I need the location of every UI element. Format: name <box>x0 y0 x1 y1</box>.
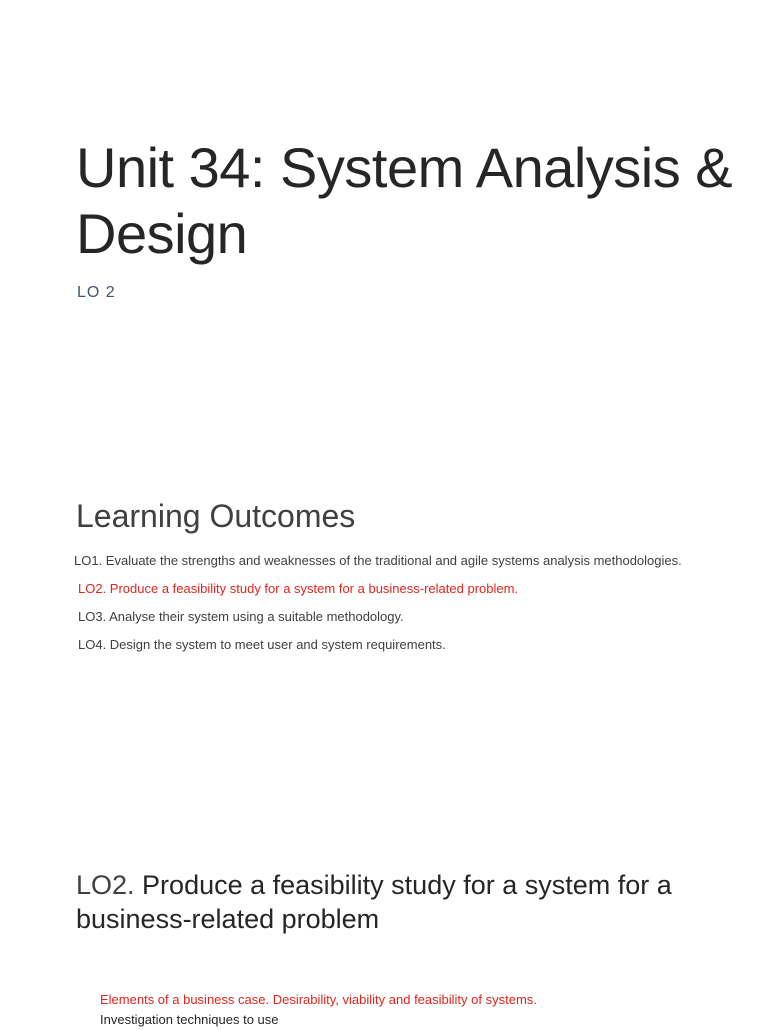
lo2-heading-prefix: LO2. <box>76 870 143 900</box>
learning-outcome-item: LO4. Design the system to meet user and system requirements. <box>78 637 446 652</box>
learning-outcome-item: LO3. Analyse their system using a suitable methodology. <box>78 609 404 624</box>
slide-title: Unit 34: System Analysis & Design <box>76 136 733 265</box>
learning-outcomes-list <box>74 552 694 664</box>
learning-outcome-item-highlighted: LO2. Produce a feasibility study for a system for a business-related problem. <box>78 581 519 596</box>
lo2-bullet-item: Investigation techniques to use <box>100 1012 279 1027</box>
slide-subtitle: LO 2 <box>77 284 116 301</box>
title-slide <box>0 0 768 384</box>
lo2-heading-text: Produce a feasibility study for a system for a business-related problem <box>76 870 672 934</box>
lo2-bullet-list <box>100 990 700 1030</box>
lo2-bullet-item-highlighted: Elements of a business case. Desirability, viability and feasibility of systems. <box>100 992 537 1007</box>
learning-outcomes-heading: Learning Outcomes <box>76 498 356 534</box>
lo2-slide <box>0 768 768 1027</box>
learning-outcomes-slide <box>0 384 768 768</box>
learning-outcome-item: LO1. Evaluate the strengths and weaknesses of the traditional and agile systems analysis methodologies. <box>74 553 682 568</box>
lo2-heading <box>76 868 716 936</box>
